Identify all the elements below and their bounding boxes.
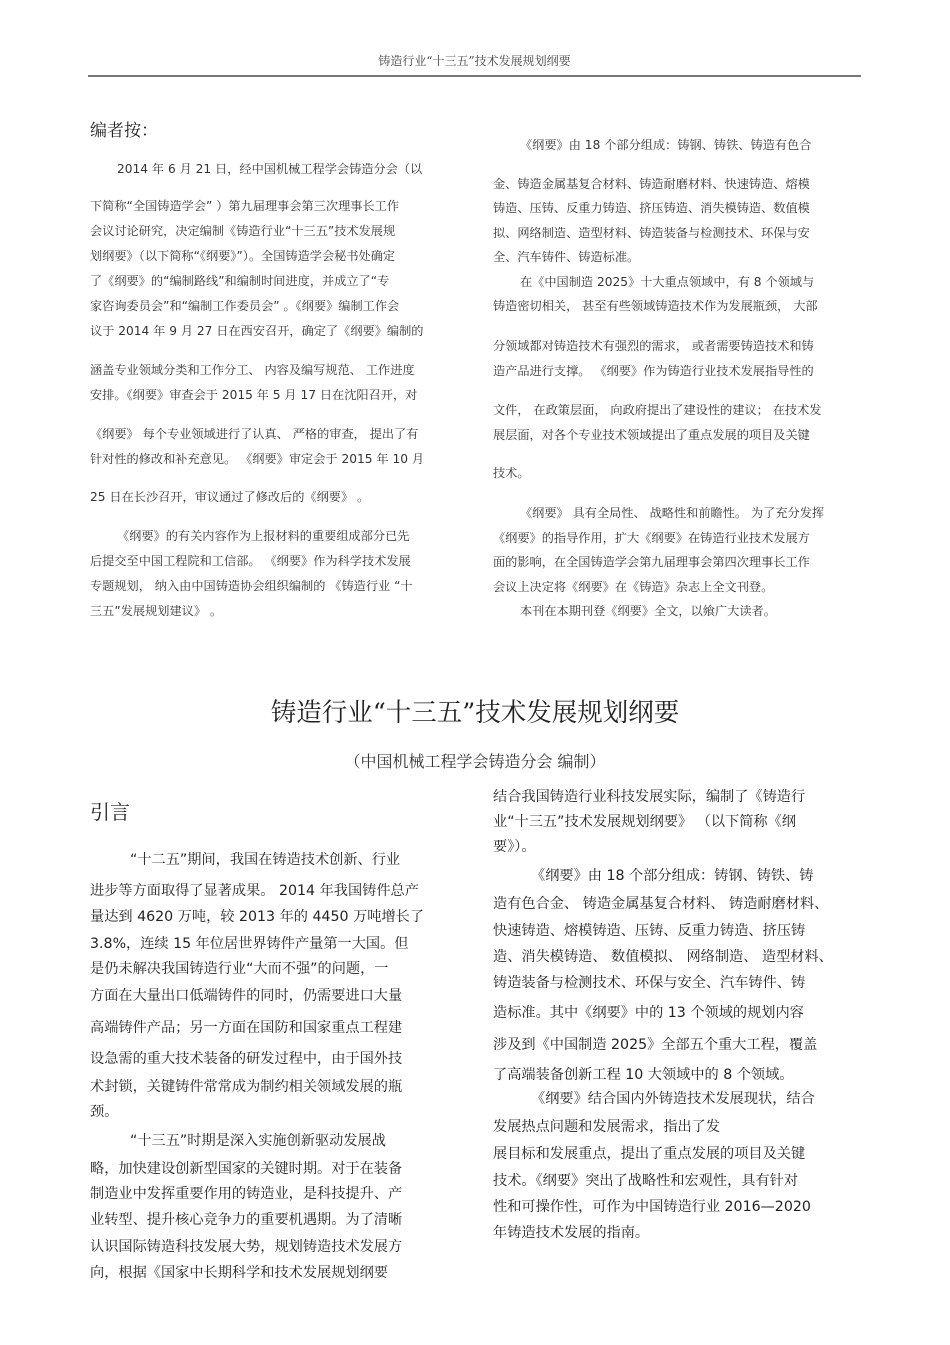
body-line: 年铸造技术发展的指南。	[493, 1225, 650, 1241]
editor-note-line: 2014 年 6 月 21 日，经中国机械工程学会铸造分会（以	[117, 162, 423, 176]
body-line: 量达到 4620 万吨，较 2013 年的 4450 万吨增长了	[90, 909, 425, 925]
body-line: 认识国际铸造科技发展大势，规划铸造技术发展方	[90, 1239, 403, 1255]
running-header: 铸造行业“十三五”技术发展规划纲要	[378, 54, 571, 68]
body-line: 术封锁，关键铸件常常成为制约相关领域发展的瓶	[90, 1079, 403, 1095]
body-line: 《纲要》结合国内外铸造技术发展现状，结合	[531, 1091, 815, 1107]
editor-note-line: 《纲要》 具有全局性、 战略性和前瞻性。 为了充分发挥	[520, 506, 825, 520]
editor-note-line: 会议讨论研究，决定编制《铸造行业“十三五”技术发展规	[90, 224, 396, 238]
section-heading-intro: 引言	[90, 800, 130, 824]
body-line: 性和可操作性，可作为中国铸造行业 2016—2020	[493, 1199, 811, 1215]
editor-note-line: 会议上决定将《纲要》在《铸造》杂志上全文刊登。	[493, 580, 774, 594]
body-line: 了高端装备创新工程 10 大领域中的 8 个领域。	[493, 1067, 794, 1083]
editor-note-line: 《纲要》的指导作用，扩大《纲要》在铸造行业技术发展方	[493, 531, 810, 545]
editor-note-line: 专题规划， 纳入由中国铸造协会组织编制的 《铸造行业 “十	[90, 579, 413, 593]
body-line: 技术。《纲要》突出了战略性和宏观性，具有针对	[493, 1173, 799, 1189]
editor-note-line: 技术。	[493, 466, 530, 480]
body-line: 结合我国铸造行业科技发展实际，编制了《铸造行	[493, 789, 806, 805]
editor-note-line: 铸造、压铸、反重力铸造、挤压铸造、消失模铸造、数值模	[493, 201, 810, 215]
body-line: 进步等方面取得了显著成果。 2014 年我国铸件总产	[90, 883, 419, 899]
editor-note-line: 涵盖专业领域分类和工作分工、 内容及编写规范、 工作进度	[90, 363, 415, 377]
editor-note-line: 针对性的修改和补充意见。 《纲要》审定会于 2015 年 10 月	[90, 452, 425, 466]
editor-note-line: 分领域都对铸造技术有强烈的需求， 或者需要铸造技术和铸	[493, 339, 814, 353]
editor-note-line: 划纲要》（以下简称“《纲要》”）。全国铸造学会秘书处确定	[90, 249, 396, 263]
editor-note-line: 金、铸造金属基复合材料、铸造耐磨材料、快速铸造、熔模	[493, 177, 810, 191]
editor-note-line: 三五”发展规划建议》 。	[90, 604, 223, 618]
body-line: 展目标和发展重点，提出了重点发展的项目及关键	[493, 1146, 806, 1162]
editor-note-line: 议于 2014 年 9 月 27 日在西安召开，确定了《纲要》编制的	[90, 324, 424, 338]
editor-note-line: 拟、网络制造、造型材料、铸造装备与检测技术、环保与安	[493, 226, 810, 240]
article-subtitle: （中国机械工程学会铸造分会 编制）	[344, 752, 606, 771]
editor-note-line: 在《中国制造 2025》十大重点领域中，有 8 个领域与	[520, 275, 815, 289]
body-line: 造有色合金、 铸造金属基复合材料、 铸造耐磨材料、	[493, 896, 829, 912]
editor-note-line: 25 日在长沙召开，审议通过了修改后的《纲要》 。	[90, 490, 370, 504]
editor-note-line: 了《纲要》的“编制路线”和编制时间进度，并成立了“专	[90, 274, 390, 288]
body-line: 颈。	[90, 1104, 119, 1120]
header-rule	[88, 75, 861, 77]
editor-note-line: 面的影响，在全国铸造学会第九届理事会第四次理事长工作	[493, 555, 810, 569]
body-line: 业“十三五”技术发展规划纲要》 （以下简称《纲	[493, 814, 796, 830]
body-line: “十二五”期间，我国在铸造技术创新、行业	[130, 852, 401, 868]
editor-note-line: 下简称“全国铸造学会” ）第九届理事会第三次理事长工作	[90, 199, 400, 213]
body-line: 向，根据《国家中长期科学和技术发展规划纲要	[90, 1265, 388, 1281]
body-line: 造、消失模铸造、 数值模拟、 网络制造、 造型材料、	[493, 949, 833, 965]
editor-note-line: 文件， 在政策层面， 向政府提出了建设性的建议； 在技术发	[493, 403, 822, 417]
body-line: 方面在大量出口低端铸件的同时，仍需要进口大量	[90, 988, 403, 1004]
article-title: 铸造行业“十三五”技术发展规划纲要	[270, 698, 680, 728]
editor-note-line: 后提交至中国工程院和工信部。 《纲要》作为科学技术发展	[90, 554, 411, 568]
body-line: 业转型、提升核心竞争力的重要机遇期。为了清晰	[90, 1212, 403, 1228]
editor-note-line: 全、汽车铸件、铸造标准。	[493, 250, 640, 264]
body-line: 3.8%，连续 15 年位居世界铸件产量第一大国。但	[90, 936, 409, 952]
body-line: 发展热点问题和发展需求，指出了发	[493, 1119, 721, 1135]
body-line: 略，加快建设创新型国家的关键时期。对于在装备	[90, 1161, 403, 1177]
editor-note-line: 《纲要》的有关内容作为上报材料的重要组成部分已先	[117, 529, 410, 543]
body-line: 是仍未解决我国铸造行业“大而不强”的问题，一	[90, 961, 389, 977]
editor-note-line: 本刊在本期刊登《纲要》全文，以飨广大读者。	[520, 604, 776, 618]
editor-note-line: 造产品进行支撑。 《纲要》作为铸造行业技术发展指导性的	[493, 364, 814, 378]
editor-note-line: 展层面，对各个专业技术领域提出了重点发展的项目及关键	[493, 428, 810, 442]
body-line: 制造业中发挥重要作用的铸造业，是科技提升、产	[90, 1186, 403, 1202]
editor-note-line: 安排。《纲要》审查会于 2015 年 5 月 17 日在沈阳召开，对	[90, 388, 418, 402]
body-line: 涉及到《中国制造 2025》全部五个重大工程，覆盖	[493, 1037, 818, 1053]
editor-note-line: 《纲要》由 18 个部分组成：铸钢、铸铁、铸造有色合	[520, 138, 812, 152]
body-line: 铸造装备与检测技术、环保与安全、汽车铸件、铸	[493, 975, 806, 991]
body-line: 要》）。	[493, 839, 536, 855]
editor-note-line: 《纲要》 每个专业领域进行了认真、 严格的审查， 提出了有	[90, 427, 419, 441]
editor-note-line: 家咨询委员会”和“编制工作委员会” 。《纲要》编制工作会	[90, 299, 400, 313]
body-line: 造标准。其中《纲要》中的 13 个领域的规划内容	[493, 1005, 804, 1021]
body-line: 设急需的重大技术装备的研发过程中，由于国外技	[90, 1051, 403, 1067]
editor-note-line: 铸造密切相关， 甚至有些领域铸造技术作为发展瓶颈， 大部	[493, 299, 818, 313]
body-line: 《纲要》由 18 个部分组成：铸钢、铸铁、铸	[531, 868, 814, 884]
editor-note-title: 编者按：	[90, 121, 158, 141]
body-line: “十三五”时期是深入实施创新驱动发展战	[130, 1133, 386, 1149]
body-line: 快速铸造、熔模铸造、压铸、反重力铸造、挤压铸	[493, 923, 806, 939]
body-line: 高端铸件产品；另一方面在国防和国家重点工程建	[90, 1020, 403, 1036]
